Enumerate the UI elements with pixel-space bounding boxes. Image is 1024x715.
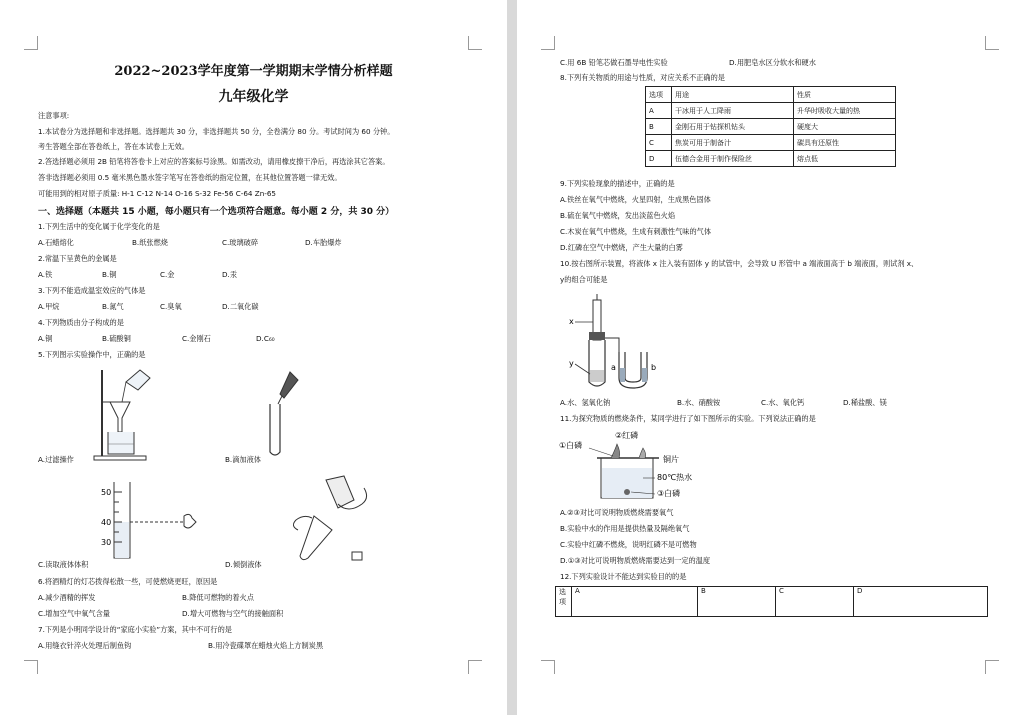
q10-stem: 10.按右图所示装置，将液体 x 注入装有固体 y 的试管中，会导致 U 形管中 a 端液面高于 b 端液面，则试剂 x、 — [560, 259, 919, 268]
q7-option-a: A.用缝衣针淬火处理后制鱼钩 — [38, 641, 132, 650]
q11-option-b: B.实验中水的作用是提供热量及隔绝氧气 — [560, 524, 690, 533]
q7-option-b: B.用冷瓷碟罩在蜡烛火焰上方制炭黑 — [208, 641, 324, 650]
crop-mark — [24, 660, 38, 674]
q7-stem: 7.下列是小明同学设计的“家庭小实验”方案，其中不可行的是 — [38, 625, 232, 634]
q1-option-c: C.玻璃破碎 — [222, 238, 259, 247]
table-cell: 焦炭可用于制备汁 — [672, 135, 794, 151]
q6-option-c: C.增加空气中氧气含量 — [38, 609, 110, 618]
q4-option-d: D.C₆₀ — [256, 334, 275, 343]
exam-title: 2022~2023学年度第一学期期末学情分析样题 — [114, 64, 393, 79]
table-header-cell: 选项 — [556, 587, 572, 617]
table-cell: 干冰用于人工降雨 — [672, 103, 794, 119]
q9-stem: 9.下列实验现象的描述中，正确的是 — [560, 179, 675, 188]
table-header-cell: A — [572, 587, 698, 617]
pouring-figure — [282, 474, 378, 566]
q2-option-c: C.金 — [160, 270, 175, 279]
table-cell: A — [646, 103, 672, 119]
exam-subtitle: 九年级化学 — [218, 89, 289, 105]
table-row — [646, 103, 896, 119]
q4-stem: 4.下列物质由分子构成的是 — [38, 318, 124, 327]
q1-option-b: B.纸张燃烧 — [132, 238, 168, 247]
figure-label-hot-water: 80℃热水 — [657, 473, 693, 482]
q10-option-d: D.稀盐酸、镁 — [843, 398, 887, 407]
q3-option-b: B.氮气 — [102, 302, 124, 311]
q2-option-b: B.铜 — [102, 270, 117, 279]
q10-option-a: A.水、氢氧化钠 — [560, 398, 611, 407]
cylinder-tick-label: 40 — [101, 518, 112, 527]
cylinder-tick-label: 50 — [101, 488, 112, 497]
q6-option-d: D.增大可燃物与空气的接触面积 — [182, 609, 284, 618]
table-cell: 硬度大 — [794, 119, 896, 135]
q12-stem: 12.下列实验设计不能达到实验目的的是 — [560, 572, 687, 581]
combustion-figure — [559, 428, 709, 508]
q5-option-a: A.过滤操作 — [38, 455, 74, 464]
note-line: 答非选择题必须用 0.5 毫米黑色墨水签字笔写在答卷纸的指定位置，在其他位置答题一律无效。 — [38, 173, 342, 182]
crop-mark — [985, 660, 999, 674]
table-cell: 碳具有还原性 — [794, 135, 896, 151]
figure-label-x: x — [569, 317, 574, 326]
note-line: 考生答题全部在答卷纸上，答在本试卷上无效。 — [38, 142, 189, 151]
q12-table — [555, 586, 988, 617]
q2-option-d: D.汞 — [222, 270, 238, 279]
q8-table — [645, 86, 896, 167]
q11-option-c: C.实验中红磷不燃烧，说明红磷不是可燃物 — [560, 540, 697, 549]
q5-stem: 5.下列图示实验操作中，正确的是 — [38, 350, 146, 359]
q5-option-d: D.倾倒液体 — [225, 560, 262, 569]
cylinder-reading-figure — [100, 478, 220, 566]
q3-stem: 3.下列不能造成温室效应的气体是 — [38, 286, 146, 295]
table-row — [646, 151, 896, 167]
table-row — [646, 119, 896, 135]
note-line: 1.本试卷分为选择题和非选择题。选择题共 30 分，非选择题共 50 分，全卷满分 80 分。考试时间为 60 分钟。 — [38, 127, 395, 136]
table-header-cell: 用途 — [672, 87, 794, 103]
crop-mark — [541, 36, 555, 50]
q3-option-a: A.甲烷 — [38, 302, 60, 311]
q4-option-a: A.铜 — [38, 334, 53, 343]
u-tube-figure — [567, 294, 677, 394]
q9-option-a: A.铁丝在氧气中燃烧，火星四射，生成黑色固体 — [560, 195, 711, 204]
crop-mark — [468, 36, 482, 50]
q11-option-a: A.②③对比可说明物质燃烧需要氧气 — [560, 508, 674, 517]
dropper-figure — [262, 368, 302, 460]
q6-option-a: A.减少酒精的挥发 — [38, 593, 96, 602]
table-cell: 熔点低 — [794, 151, 896, 167]
table-cell: 伍德合金用于制作保险丝 — [672, 151, 794, 167]
q6-stem: 6.将酒精灯的灯芯拨得松散一些，可使燃烧更旺，原因是 — [38, 577, 218, 586]
table-header-cell: C — [776, 587, 854, 617]
table-cell: 金刚石用于钻探机钻头 — [672, 119, 794, 135]
left-page — [0, 0, 507, 715]
q1-option-d: D.车胎爆炸 — [305, 238, 342, 247]
table-cell: C — [646, 135, 672, 151]
table-row — [646, 135, 896, 151]
table-cell: D — [646, 151, 672, 167]
q10-stem-cont: y的组合可能是 — [560, 275, 608, 284]
figure-label-white-phosphorus-3: ③白磷 — [657, 489, 681, 498]
table-header-cell: 性质 — [794, 87, 896, 103]
right-page — [517, 0, 1024, 715]
q3-option-c: C.臭氧 — [160, 302, 182, 311]
table-cell: B — [646, 119, 672, 135]
q10-option-b: B.水、硝酸铵 — [677, 398, 721, 407]
figure-label-white-phosphorus-1: ①白磷 — [559, 441, 583, 450]
q10-option-c: C.水、氧化钙 — [761, 398, 805, 407]
cylinder-tick-label: 30 — [101, 538, 112, 547]
crop-mark — [541, 660, 555, 674]
q5-option-b: B.滴加液体 — [225, 455, 261, 464]
table-header-row — [556, 587, 988, 617]
table-header-cell: B — [698, 587, 776, 617]
q1-option-a: A.石蜡熔化 — [38, 238, 74, 247]
figure-label-copper: 铜片 — [663, 455, 679, 464]
q2-stem: 2.常温下呈黄色的金属是 — [38, 254, 117, 263]
table-header-row — [646, 87, 896, 103]
q3-option-d: D.二氧化碳 — [222, 302, 259, 311]
figure-label-a: a — [611, 363, 616, 372]
figure-label-b: b — [651, 363, 657, 372]
table-header-cell: 选项 — [646, 87, 672, 103]
q7-option-c: C.用 6B 铅笔芯做石墨导电性实验 — [560, 58, 668, 67]
q4-option-c: C.金刚石 — [182, 334, 211, 343]
q4-option-b: B.硫酸铜 — [102, 334, 131, 343]
figure-label-red-phosphorus: ②红磷 — [615, 431, 639, 440]
table-cell: 升华时吸收大量的热 — [794, 103, 896, 119]
notes-heading: 注意事项: — [38, 111, 70, 120]
q8-stem: 8.下列有关物质的用途与性质，对应关系不正确的是 — [560, 73, 725, 82]
q9-option-c: C.木炭在氧气中燃烧，生成有刺激性气味的气体 — [560, 227, 712, 236]
q7-option-d: D.用肥皂水区分软水和硬水 — [729, 58, 816, 67]
crop-mark — [985, 36, 999, 50]
note-line: 2.答选择题必须用 2B 铅笔将答卷卡上对应的答案标号涂黑。如需改动，请用橡皮擦干净后，再选涂其它答案。 — [38, 157, 390, 166]
q11-option-d: D.①③对比可说明物质燃烧需要达到一定的温度 — [560, 556, 711, 565]
q2-option-a: A.铁 — [38, 270, 53, 279]
table-header-cell: D — [854, 587, 988, 617]
crop-mark — [24, 36, 38, 50]
q1-stem: 1.下列生活中的变化属于化学变化的是 — [38, 222, 160, 231]
q6-option-b: B.降低可燃物的着火点 — [182, 593, 254, 602]
section-heading: 一、选择题（本题共 15 小题，每小题只有一个选项符合题意。每小题 2 分，共 30 分） — [38, 207, 395, 217]
q11-stem: 11.为探究物质的燃烧条件，某同学进行了如下图所示的实验。下列说法正确的是 — [560, 414, 816, 423]
q9-option-b: B.硫在氧气中燃烧，发出淡蓝色火焰 — [560, 211, 676, 220]
q9-option-d: D.红磷在空气中燃烧，产生大量的白雾 — [560, 243, 683, 252]
figure-label-y: y — [569, 359, 574, 368]
q5-option-c: C.读取液体体积 — [38, 560, 89, 569]
filtration-figure — [88, 362, 168, 462]
crop-mark — [468, 660, 482, 674]
atomic-masses: 可能用到的相对原子质量: H-1 C-12 N-14 O-16 S-32 Fe-56 C-64 Zn-65 — [38, 189, 276, 198]
